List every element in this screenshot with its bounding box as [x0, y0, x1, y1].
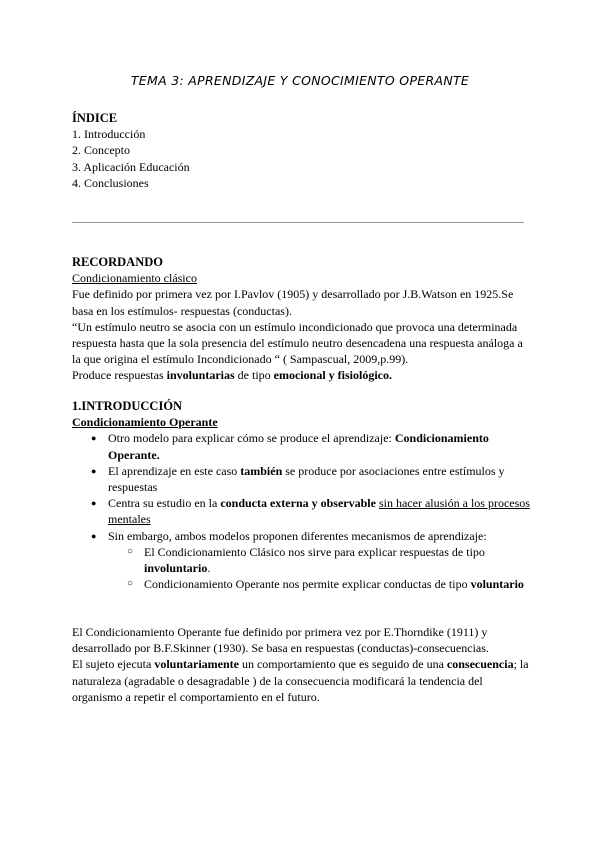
operant-conditioning-subheading: Condicionamiento Operante [72, 415, 218, 430]
intro-bullet-list [72, 430, 532, 592]
recordando-quote: “Un estímulo neutro se asocia con un estímulo incondicionado que provoca una determinada respuesta hasta que la sola presencia del estímulo neutro desencadena una respuesta análoga a la que origina el estímulo Incondicionado “ ( Sampascual, 2009,p.99). [72, 319, 523, 367]
section-divider [72, 222, 524, 223]
sub-list-item: ○ El Condicionamiento Clásico nos sirve para explicar respuestas de tipo involuntario. [108, 544, 532, 576]
list-item: ● Otro modelo para explicar cómo se produce el aprendizaje: Condicionamiento Operante. [72, 430, 532, 462]
document-title: TEMA 3: APRENDIZAJE Y CONOCIMIENTO OPERANTE [130, 73, 470, 88]
operant-definition-section [72, 624, 532, 705]
recordando-paragraph: Fue definido por primera vez por I.Pavlov (1905) y desarrollado por J.B.Watson en 1925.Se basa en los estímulos- respuestas (conductas). [72, 287, 514, 318]
classical-conditioning-subheading: Condicionamiento clásico [72, 271, 197, 286]
recordando-responses: Produce respuestas involuntarias de tipo emocional y fisiológico. [72, 368, 392, 383]
intro-sub-list [108, 544, 532, 593]
recordando-heading: RECORDANDO [72, 255, 163, 269]
sub-list-item: ○ Condicionamiento Operante nos permite explicar conductas de tipo voluntario [108, 576, 532, 592]
operant-consequence-paragraph: El sujeto ejecuta voluntariamente un comportamiento que es seguido de una consecuencia; la naturaleza (agradable o desagradable ) de la consecuencia modificará la tendencia del organismo a repetir el comportamiento en el futuro. [72, 657, 529, 704]
operant-definition-paragraph: El Condicionamiento Operante fue definido por primera vez por E.Thorndike (1911) y desarrollado por B.F.Skinner (1930). Se basa en respuestas (conductas)-consecuencias. [72, 625, 489, 656]
list-item: ● Sin embargo, ambos modelos proponen diferentes mecanismos de aprendizaje: ○ El Condicionamiento Clásico nos sirve para explicar respuestas de tipo involuntario. ○ Condicionamiento Operante nos permite explicar conductas de tipo voluntario [72, 528, 532, 593]
introduction-section [72, 398, 532, 592]
introduction-heading: 1.INTRODUCCIÓN [72, 399, 183, 413]
index-item: 1. Introducción [72, 127, 146, 142]
index-heading: ÍNDICE [72, 111, 118, 125]
index-item: 3. Aplicación Educación [72, 159, 190, 174]
list-item: ● El aprendizaje en este caso también se produce por asociaciones entre estímulos y respuestas [72, 463, 532, 495]
index-item: 2. Concepto [72, 143, 130, 158]
recordando-section [72, 254, 532, 384]
index-item: 4. Conclusiones [72, 175, 149, 190]
list-item: ● Centra su estudio en la conducta externa y observable sin hacer alusión a los procesos mentales [72, 495, 532, 527]
index-section [72, 110, 532, 191]
